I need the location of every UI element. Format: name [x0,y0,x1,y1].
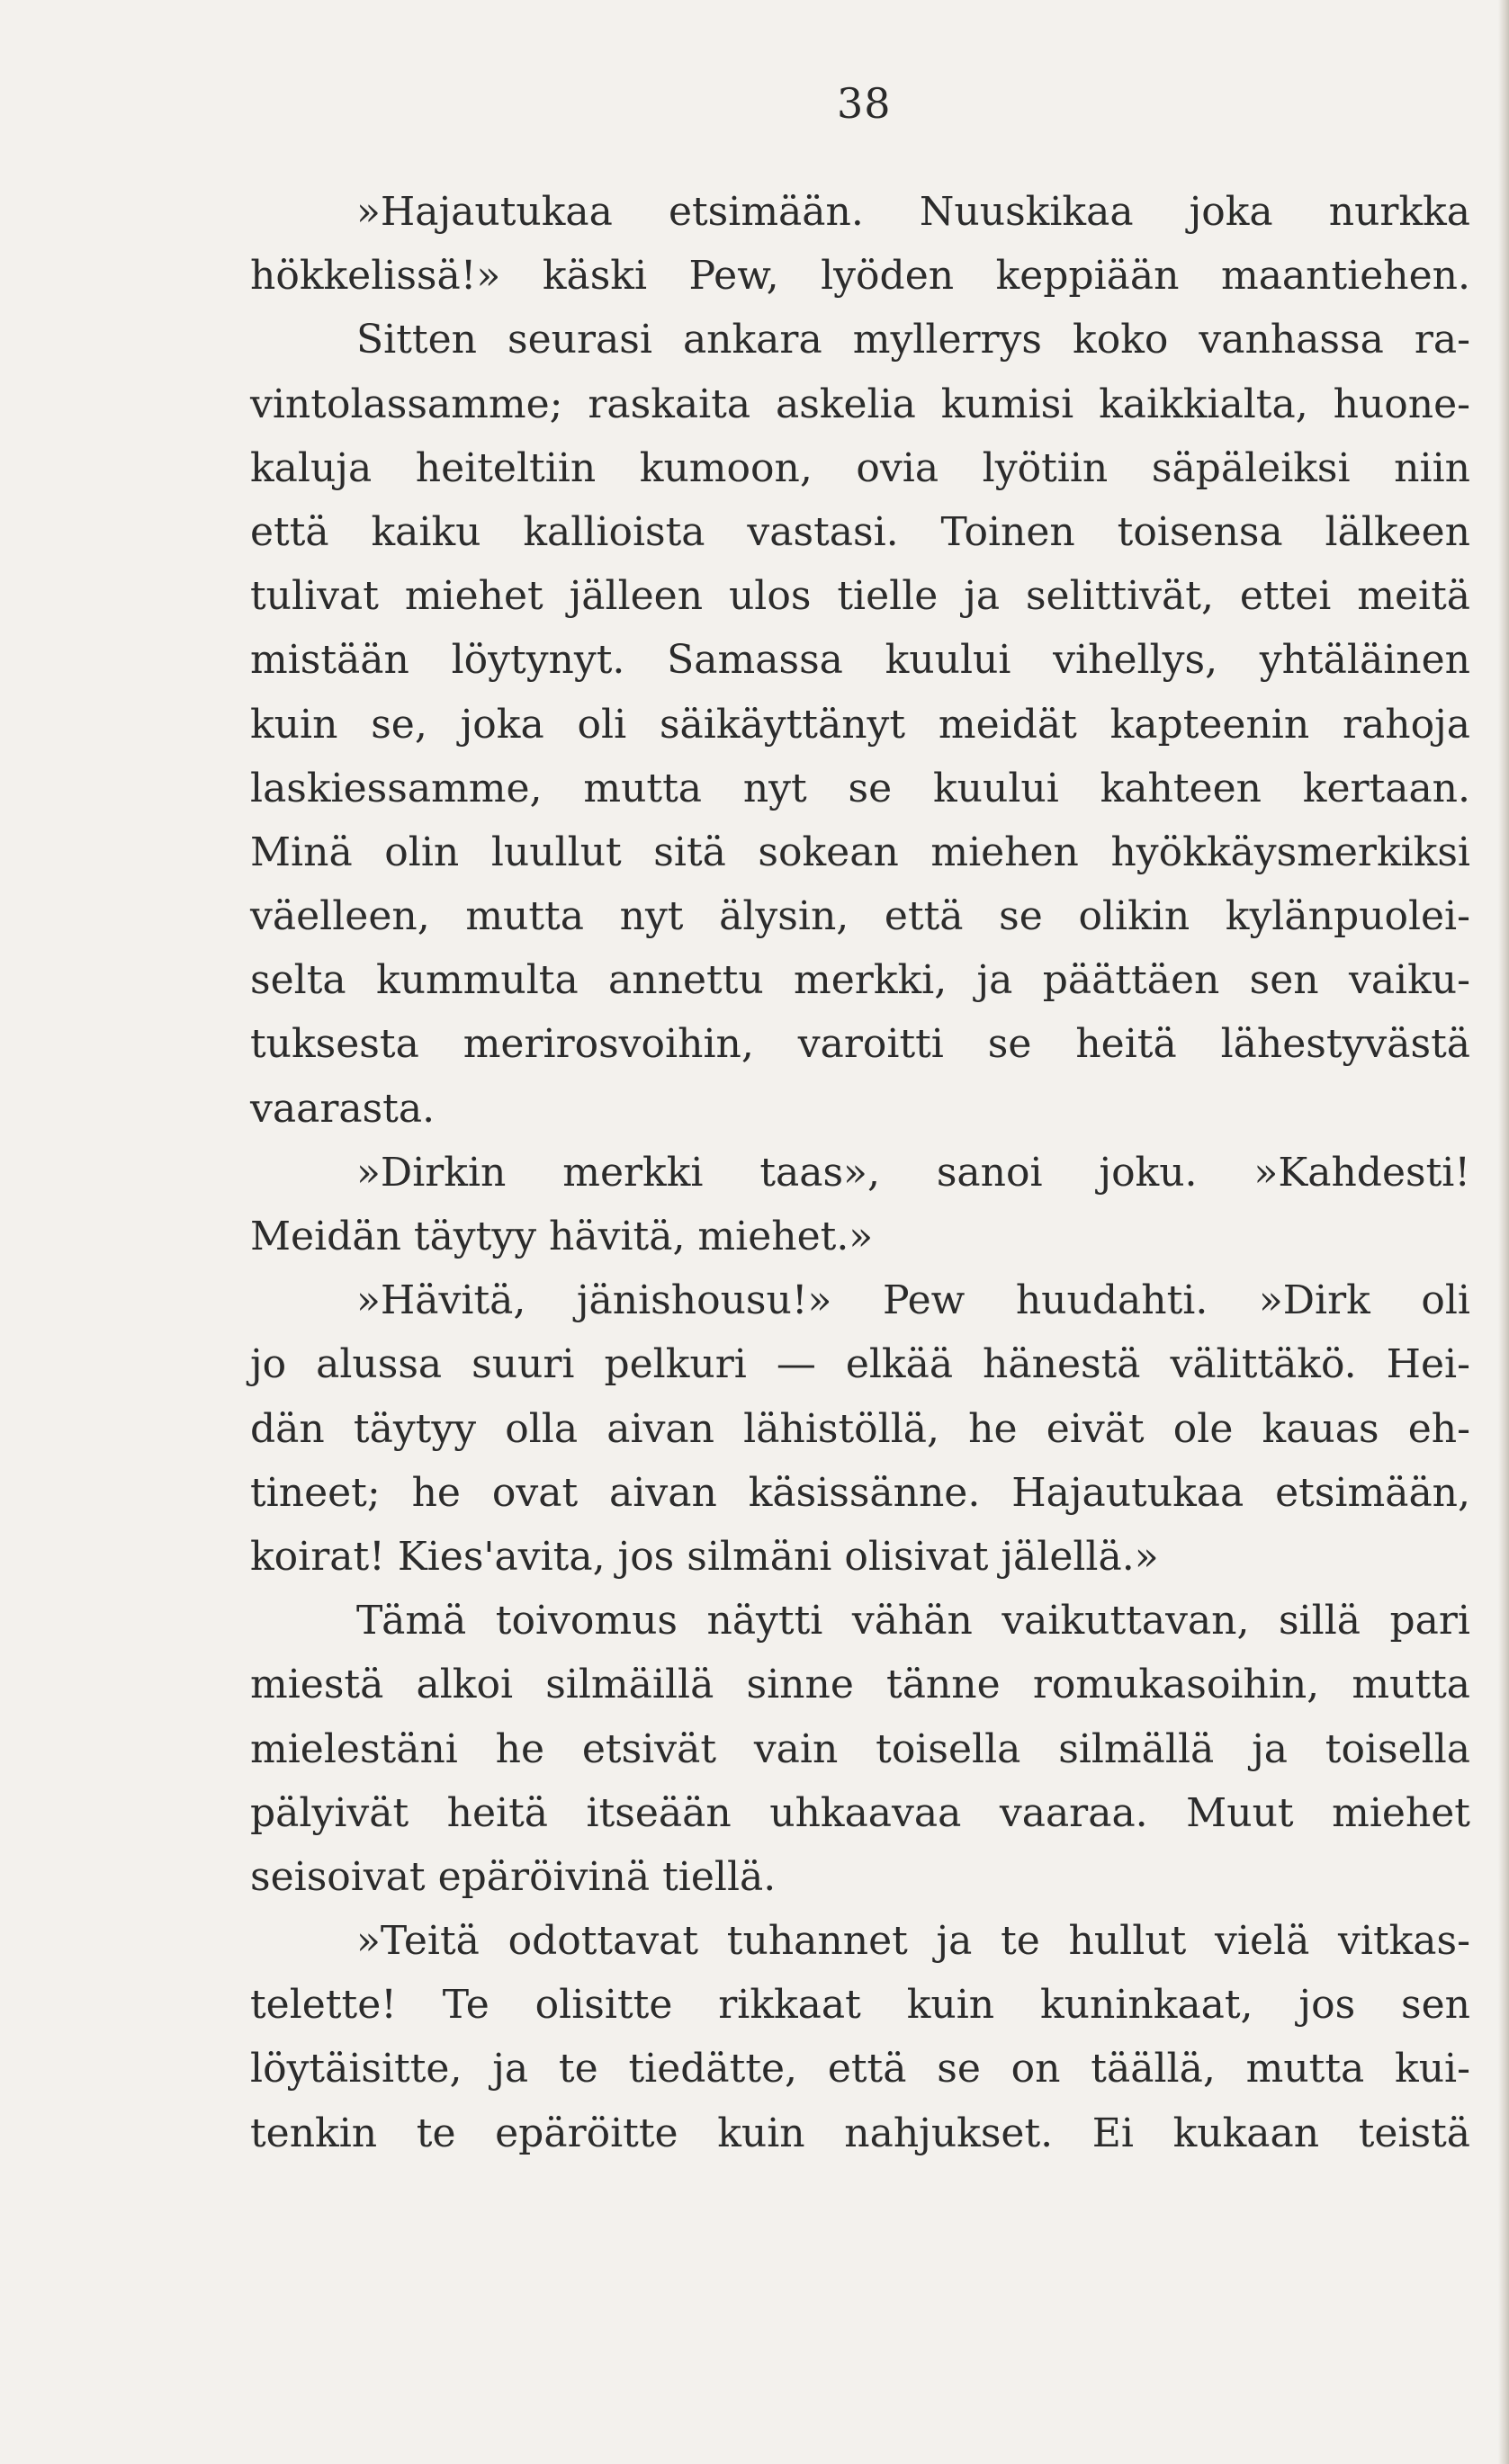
text-line: löytäisitte, ja te tiedätte, että se on täällä, mutta kui- [250,2046,1470,2092]
text-line: väelleen, mutta nyt älysin, että se olikin kylänpuolei- [250,893,1470,940]
page-number: 38 [837,79,892,128]
text-line: »Teitä odottavat tuhannet ja te hullut vielä vitkas- [356,1918,1470,1965]
text-line: mielestäni he etsivät vain toisella silmällä ja toisella [250,1725,1470,1772]
body-text [250,180,1470,2165]
text-line: dän täytyy olla aivan lähistöllä, he eivät ole kauas eh- [250,1405,1470,1452]
text-line: Tämä toivomus näytti vähän vaikuttavan, sillä pari [356,1598,1470,1644]
text-line: »Dirkin merkki taas», sanoi joku. »Kahdesti! [356,1149,1470,1196]
text-line: tineet; he ovat aivan käsissänne. Hajautukaa etsimään, [250,1469,1470,1516]
text-line: Meidän täytyy hävitä, miehet.» [250,1214,874,1259]
text-line: tulivat miehet jälleen ulos tielle ja selittivät, ettei meitä [250,573,1470,620]
text-line: »Hajautukaa etsimään. Nuuskikaa joka nurkka [356,189,1470,235]
text-line: mistään löytynyt. Samassa kuului vihellys, yhtäläinen [250,637,1470,684]
text-line: hökkelissä!» käski Pew, lyöden keppiään maantiehen. [250,253,1470,300]
text-line: telette! Te olisitte rikkaat kuin kuninkaat, jos sen [250,1982,1470,2029]
text-line: laskiessamme, mutta nyt se kuului kahteen kertaan. [250,765,1470,811]
text-line: kuin se, joka oli säikäyttänyt meidät kapteenin rahoja [250,701,1470,748]
text-line: Minä olin luullut sitä sokean miehen hyökkäysmerkiksi [250,829,1470,875]
text-line: tenkin te epäröitte kuin nahjukset. Ei kukaan teistä [250,2110,1470,2156]
text-line: kaluja heiteltiin kumoon, ovia lyötiin säpäleiksi niin [250,444,1470,491]
text-line: jo alussa suuri pelkuri — elkää hänestä välittäkö. Hei- [250,1341,1470,1388]
text-line: seisoivat epäröivinä tiellä. [250,1853,777,1900]
text-line: tuksesta merirosvoihin, varoitti se heitä lähestyvästä [250,1021,1470,1068]
text-line: selta kummulta annettu merkki, ja päättäen sen vaiku- [250,957,1470,1004]
page-edge-shadow [1498,0,1509,2464]
text-line: Sitten seurasi ankara myllerrys koko vanhassa ra- [356,317,1470,363]
text-line: vintolassamme; raskaita askelia kumisi kaikkialta, huone- [250,381,1470,427]
text-line: miestä alkoi silmäillä sinne tänne romukasoihin, mutta [250,1662,1470,1708]
text-line: »Hävitä, jänishousu!» Pew huudahti. »Dirk oli [356,1277,1470,1324]
text-line: koirat! Kies'avita, jos silmäni olisivat jälellä.» [250,1533,1159,1580]
text-line: vaarasta. [250,1085,436,1132]
text-line: pälyivät heitä itseään uhkaavaa vaaraa. Muut miehet [250,1789,1470,1836]
text-line: että kaiku kallioista vastasi. Toinen toisensa lälkeen [250,508,1470,555]
